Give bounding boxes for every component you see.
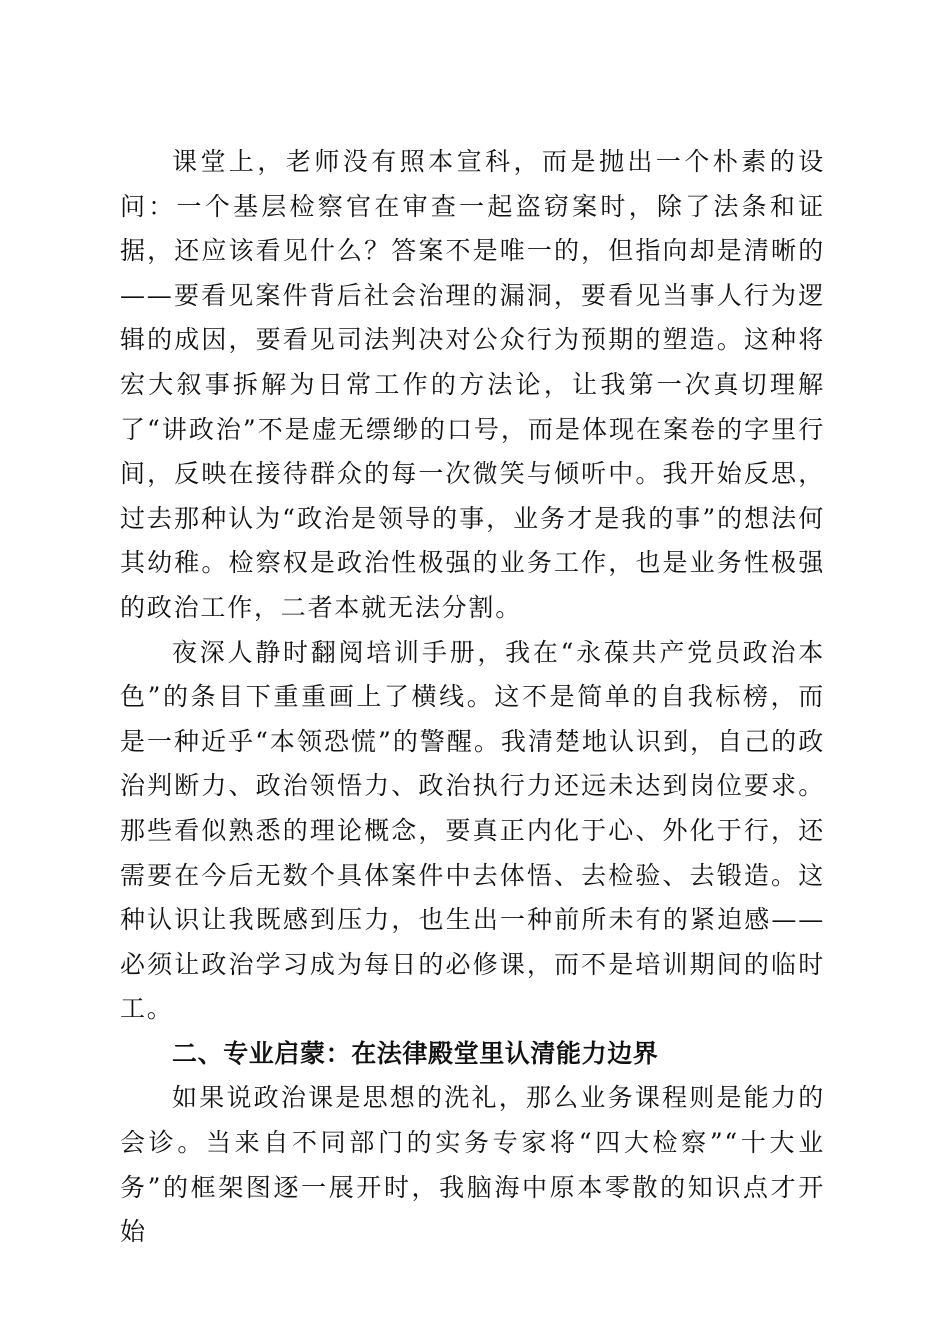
paragraph-training-manual: 夜深人静时翻阅培训手册，我在“永葆共产党员政治本色”的条目下重重画上了横线。这不是简单的自我标榜，而是一种近乎“本领恐慌”的警醒。我清楚地认识到，自己的政治判断力、政治领悟力、政治执行力还远未达到岗位要求。那些看似熟悉的理论概念，要真正内化于心、外化于行，还需要在今后无数个具体案件中去体悟、去检验、去锻造。这种认识让我既感到压力，也生出一种前所未有的紧迫感——必须让政治学习成为每日的必修课，而不是培训期间的临时工。: [120, 637, 825, 1024]
paragraph-professional-course: 如果说政治课是思想的洗礼，那么业务课程则是能力的会诊。当来自不同部门的实务专家将“四大检察”“十大业务”的框架图逐一展开时，我脑海中原本零散的知识点才开始: [120, 1083, 825, 1247]
section-heading: 二、专业启蒙：在法律殿堂里认清能力边界: [172, 1038, 659, 1068]
document-body: [120, 140, 825, 1255]
paragraph-political-class: 课堂上，老师没有照本宣科，而是抛出一个朴素的设问：一个基层检察官在审查一起盗窃案时，除了法条和证据，还应该看见什么？答案不是唯一的，但指向却是清晰的——要看见案件背后社会治理的漏洞，要看见当事人行为逻辑的成因，要看见司法判决对公众行为预期的塑造。这种将宏大叙事拆解为日常工作的方法论，让我第一次真切理解了“讲政治”不是虚无缥缈的口号，而是体现在案卷的字里行间，反映在接待群众的每一次微笑与倾听中。我开始反思，过去那种认为“政治是领导的事，业务才是我的事”的想法何其幼稚。检察权是政治性极强的业务工作，也是业务性极强的政治工作，二者本就无法分割。: [120, 147, 825, 622]
